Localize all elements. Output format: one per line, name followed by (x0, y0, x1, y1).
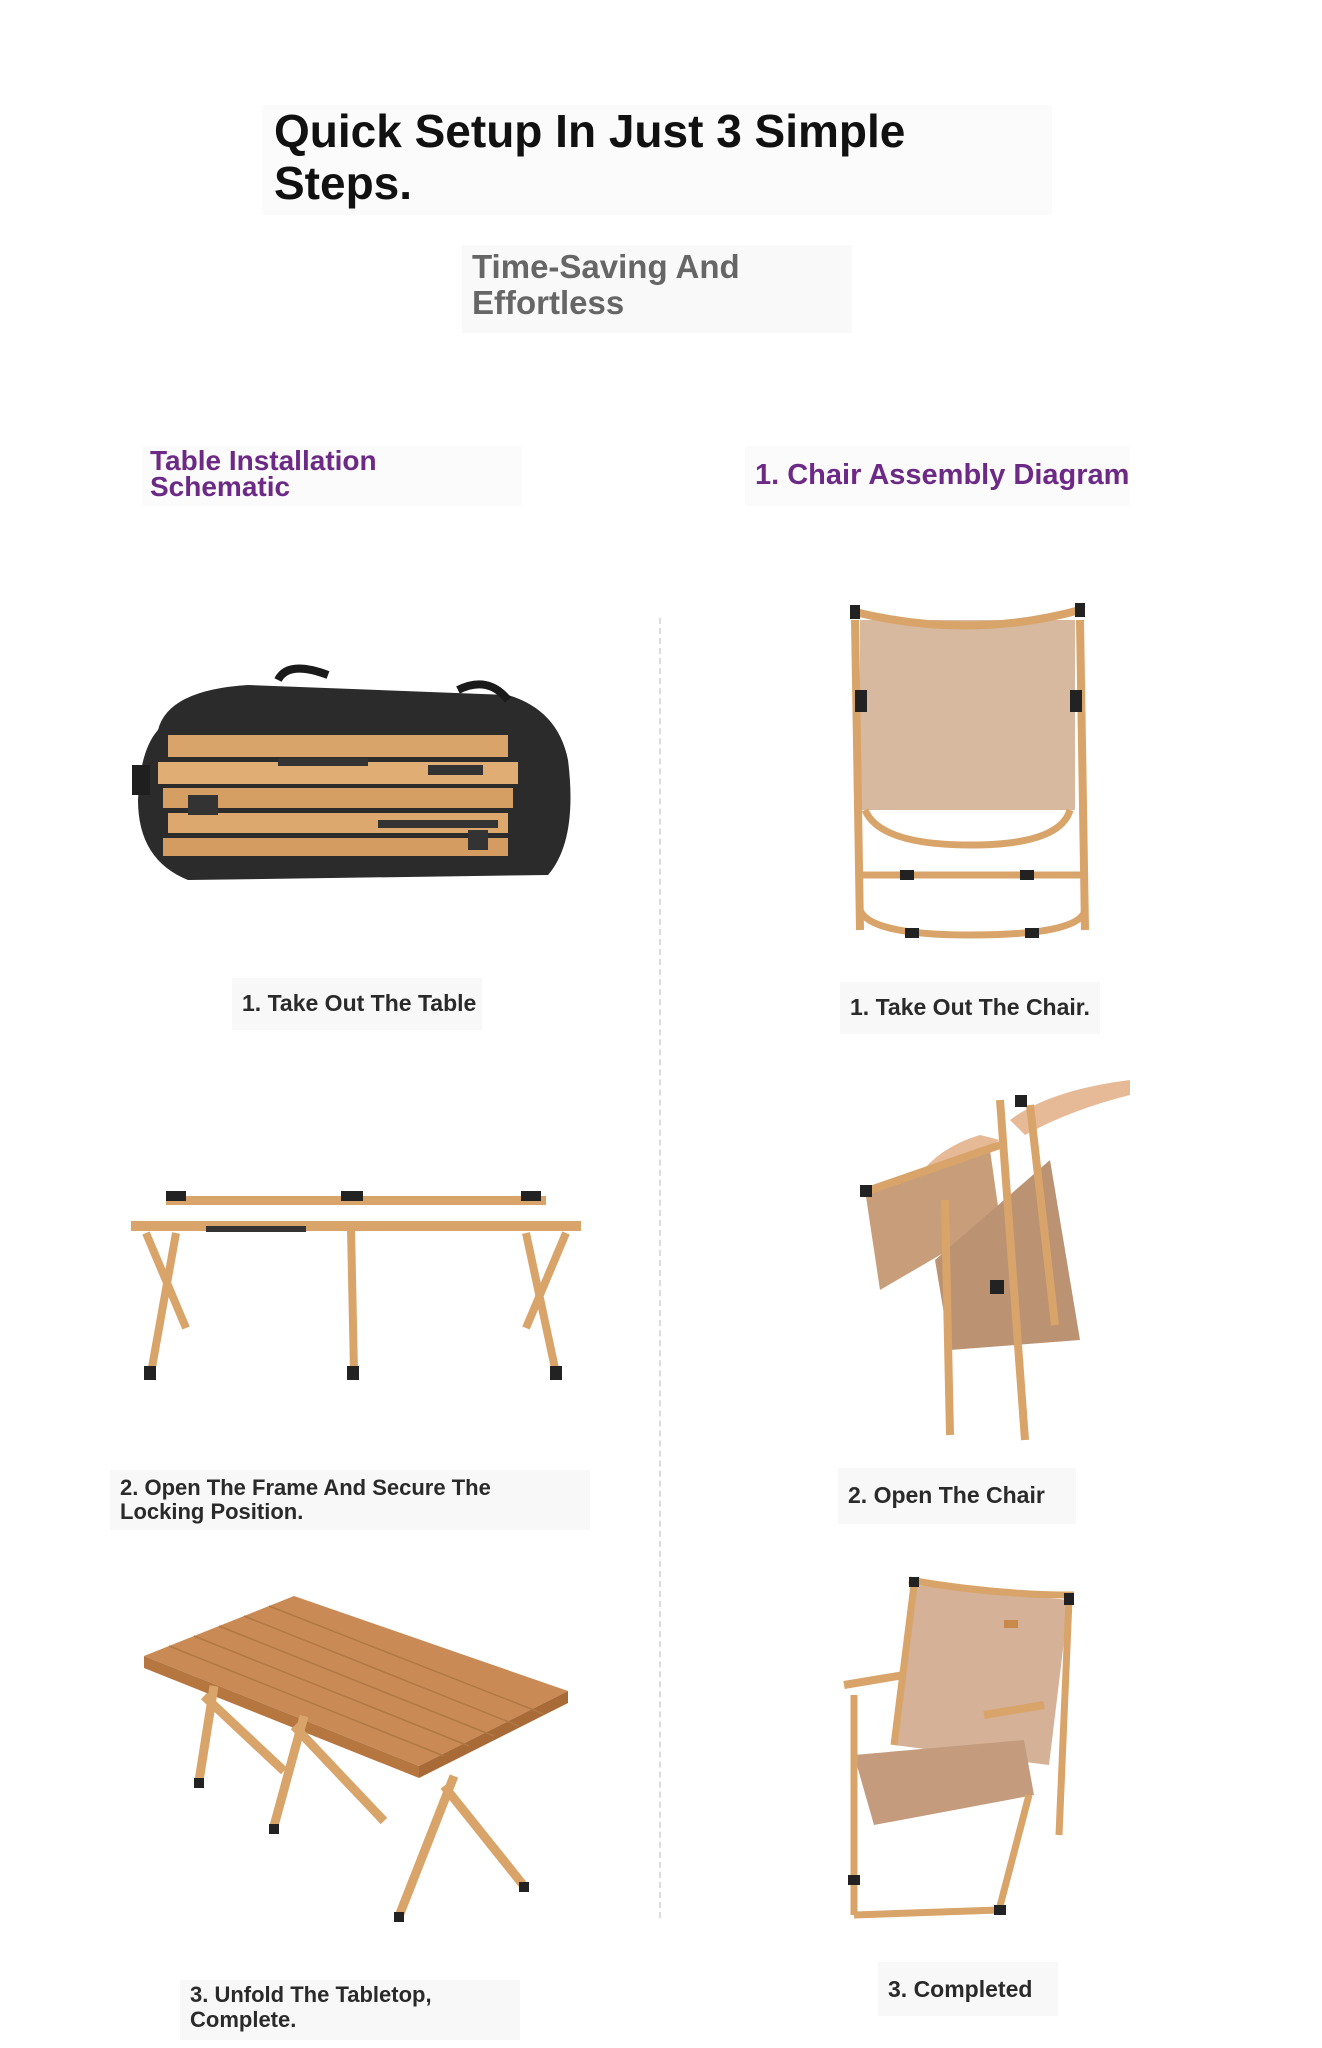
chair-step-3-caption: 3. Completed (888, 1976, 1033, 2002)
table-section-title-block (142, 446, 522, 506)
chair-step-1-caption-block (840, 982, 1100, 1034)
table-frame-open-image (126, 1188, 586, 1388)
table-completed-image (144, 1596, 574, 1926)
table-folded-in-bag-image (128, 670, 578, 890)
chair-opening-image (850, 1080, 1130, 1450)
table-step-3-caption: 3. Unfold The Tabletop, Complete. (190, 1982, 432, 2032)
table-step-1-caption: 1. Take Out The Table (242, 990, 477, 1016)
table-step-3-caption-block (180, 1980, 520, 2040)
chair-completed-image (824, 1575, 1084, 1925)
page-title-block (262, 105, 1052, 215)
chair-step-2-caption: 2. Open The Chair (848, 1482, 1045, 1508)
chair-step-2-caption-block (838, 1468, 1076, 1524)
table-section-title: Table Installation Schematic (150, 445, 377, 502)
page-title: Quick Setup In Just 3 Simple Steps. (274, 105, 906, 209)
subtitle-block (462, 245, 852, 333)
chair-step-1-caption: 1. Take Out The Chair. (850, 994, 1090, 1020)
column-divider (659, 618, 661, 1918)
chair-step-3-caption-block (878, 1962, 1058, 2016)
table-step-2-caption-block (110, 1470, 590, 1530)
chair-folded-image (840, 600, 1100, 950)
table-step-2-caption: 2. Open The Frame And Secure The Locking Position. (120, 1475, 491, 1524)
chair-section-title: 1. Chair Assembly Diagram (755, 459, 1130, 491)
page-subtitle: Time-Saving And Effortless (472, 248, 740, 321)
chair-section-title-block (745, 446, 1130, 506)
table-step-1-caption-block (232, 978, 482, 1030)
